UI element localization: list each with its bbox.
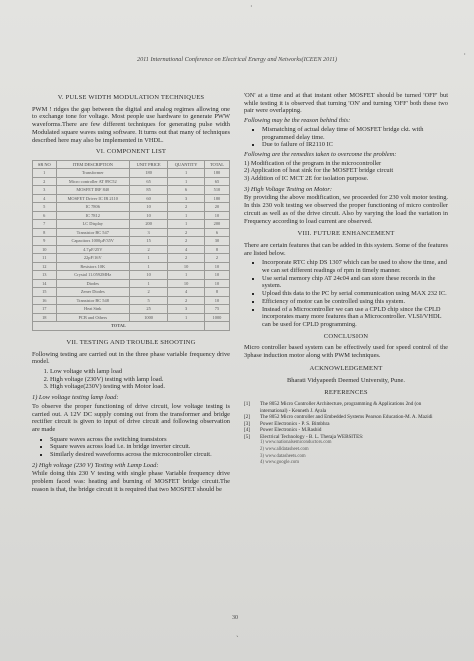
reference-item xyxy=(244,434,448,441)
table-cell: 8 xyxy=(204,288,229,297)
motor-testing-paragraph: By providing the above modification, we proceeded for 230 volt motor testing. In this 230 volt testing we observed the proper functioning of micro controller circuit as well as of the drive circuit. Also by varying the load the variation in Frequency according to load current are observed. xyxy=(244,194,448,225)
table-cell: 10 xyxy=(204,262,229,271)
table-cell: 10 xyxy=(204,279,229,288)
table-cell: 13 xyxy=(33,271,57,280)
remedy-item: 2) Application of heat sink for the MOSFET bridge circuit xyxy=(244,167,394,175)
future-item: ▪ Incorporate RTC chip DS 1307 which can be used to show the time, and we can set different readings of rpm in timely manner. xyxy=(262,259,448,274)
table-header-cell: QUANTITY xyxy=(168,160,205,169)
table-cell: 1 xyxy=(129,279,167,288)
table-cell: 75 xyxy=(204,305,229,314)
table-cell: 6 xyxy=(204,228,229,237)
table-cell: 5 xyxy=(129,296,167,305)
reference-text: The 8052 Micro Controller Architecture, programming & Applications 2nd (on international) - Kenneth J. Ayala xyxy=(260,400,422,414)
future-item: ▪ Efficiency of motor can be controlled using this system. xyxy=(262,298,448,306)
table-cell: 8 xyxy=(204,245,229,254)
website-url: 4) www.google.com xyxy=(260,460,299,466)
continued-paragraph: 'ON' at a time and at that instant other MOSFET should be turned 'OFF' but while testing it is observed that turning 'ON' and turning 'OFF' both these two pair were overlapping. xyxy=(244,92,448,115)
table-cell: 4 xyxy=(33,194,57,203)
table-cell: 85 xyxy=(129,186,167,195)
table-cell: 1000 xyxy=(129,313,167,322)
reasons-list xyxy=(244,126,448,149)
acknowledgement-text: Bharati Vidyapeeth Deemed University, Pune. xyxy=(287,376,405,384)
table-cell: 10 xyxy=(33,245,57,254)
website-url: 2) www.alldatasheet.com xyxy=(260,447,309,453)
acknowledgement-title: ACKNOWLEDGEMENT xyxy=(309,364,383,372)
conclusion-title: CONCLUSION xyxy=(323,332,369,340)
table-cell: 1 xyxy=(33,169,57,178)
table-header-cell: ITEM DESCRIPTION xyxy=(56,160,129,169)
table-cell: 2 xyxy=(33,177,57,186)
table-cell: 10 xyxy=(129,211,167,220)
table-cell: 2 xyxy=(168,254,205,263)
table-cell: Transistor BC 547 xyxy=(56,228,129,237)
table-cell: 1 xyxy=(168,220,205,229)
table-cell: IC 7806 xyxy=(56,203,129,212)
right-column xyxy=(244,92,448,467)
table-cell: 4 xyxy=(168,245,205,254)
reasons-heading: Following may be the reason behind this: xyxy=(244,117,351,125)
table-row xyxy=(33,169,230,178)
table-cell: 16 xyxy=(33,296,57,305)
total-value xyxy=(204,322,229,331)
table-cell: 2 xyxy=(168,296,205,305)
table-cell: 10 xyxy=(168,262,205,271)
table-row xyxy=(33,245,230,254)
table-total-row xyxy=(33,322,230,331)
table-cell: 10 xyxy=(168,279,205,288)
table-row xyxy=(33,262,230,271)
table-cell: IC 7812 xyxy=(56,211,129,220)
table-cell: 1 xyxy=(129,254,167,263)
remedy-item: 3) Addition of IC MCT 2E for isolation purpose. xyxy=(244,175,369,183)
high-voltage-subheading: 2) High voltage (230 V) Testing with Lamp Load: xyxy=(32,461,159,469)
table-cell: 1 xyxy=(168,211,205,220)
table-cell: 22pF/16V xyxy=(56,254,129,263)
testing-item: 2. High voltage (230V) testing with lamp load. xyxy=(50,376,230,384)
future-item: ▪ Upload this data to the PC by serial communication using MAX 232 IC. xyxy=(262,290,448,298)
table-cell: Crystal 11.0592MHz xyxy=(56,271,129,280)
left-column xyxy=(32,92,230,496)
reference-number: [3] xyxy=(244,420,250,427)
low-voltage-list xyxy=(32,436,230,459)
table-cell: 2 xyxy=(168,203,205,212)
table-cell: LC Display xyxy=(56,220,129,229)
component-list-title: VI. COMPONENT LIST xyxy=(95,148,167,156)
scan-speck: · xyxy=(250,2,253,11)
table-row xyxy=(33,211,230,220)
future-list xyxy=(244,259,448,328)
reference-number: [5] xyxy=(244,433,250,440)
future-section-title: VIII. FUTURE ENHANCEMENT xyxy=(297,230,395,238)
reference-item xyxy=(244,401,448,414)
remedies-heading: Following are the remedies taken to overcome the problem: xyxy=(244,150,397,158)
table-cell: 3 xyxy=(168,305,205,314)
table-cell: 4.7µF/25V xyxy=(56,245,129,254)
table-row xyxy=(33,237,230,246)
pwm-section-title: V. PULSE WIDTH MODULATION TECHNIQUES xyxy=(57,94,205,101)
remedy-item: 1) Modification of the program in the microcontroller xyxy=(244,159,382,167)
table-cell: 1 xyxy=(168,271,205,280)
table-cell: 200 xyxy=(129,220,167,229)
scan-speck: · xyxy=(463,50,466,59)
table-cell: 2 xyxy=(129,288,167,297)
table-row xyxy=(33,194,230,203)
table-cell: 10 xyxy=(129,271,167,280)
table-cell: 14 xyxy=(33,279,57,288)
total-label: TOTAL xyxy=(33,322,205,331)
testing-item: 3. High voltage(230V) testing with Motor load. xyxy=(50,383,230,391)
table-header-cell: UNIT PRICE xyxy=(129,160,167,169)
table-header-cell: SR NO xyxy=(33,160,57,169)
observation-item: ▪ Square waves across the switching transistors xyxy=(50,436,230,444)
future-item: ▪ Instead of a Microcontroller we can use a CPLD chip since the CPLD incorporates many more features than a Microcontroller. VLSI/VHDL can be used for CPLD programming. xyxy=(262,306,448,329)
table-cell: PCB and Others xyxy=(56,313,129,322)
observation-item: ▪ Similarly desired waveforms across the microcontroller circuit. xyxy=(50,451,230,459)
table-row xyxy=(33,203,230,212)
table-cell: 8 xyxy=(33,228,57,237)
table-cell: Heat Sink xyxy=(56,305,129,314)
page-number: 30 xyxy=(232,615,238,621)
table-cell: 10 xyxy=(204,296,229,305)
conclusion-paragraph: Micro controller based system can be effectively used for speed control of the 3phase induction motor along with PWM techniques. xyxy=(244,344,448,360)
table-cell: 6 xyxy=(168,186,205,195)
table-header-cell: TOTAL xyxy=(204,160,229,169)
scan-speck: ˎ xyxy=(236,628,239,637)
reference-text: The 8052 Micro controller and Embedded Systems Pearson Education-M. A. Mazidi xyxy=(260,414,433,421)
table-cell: 6 xyxy=(33,211,57,220)
table-cell: 1 xyxy=(168,313,205,322)
table-cell: 2 xyxy=(204,254,229,263)
table-cell: 10 xyxy=(204,211,229,220)
component-table-header xyxy=(33,160,230,169)
table-cell: 18 xyxy=(33,313,57,322)
reference-text: Electrical Technology - B. L. Theraja WEBSITES: xyxy=(260,433,364,440)
references-list xyxy=(244,401,448,467)
table-cell: Transformer xyxy=(56,169,129,178)
table-cell: 3 xyxy=(33,186,57,195)
table-row xyxy=(33,305,230,314)
reference-number: [1] xyxy=(244,400,250,407)
website-url: 1) www.nationalsemiconductors.com xyxy=(260,440,332,446)
reference-number: [2] xyxy=(244,414,250,421)
reason-item: ▪ Due to failure of IR2110 IC xyxy=(262,141,448,149)
reference-item xyxy=(244,414,448,421)
table-row xyxy=(33,296,230,305)
table-row xyxy=(33,313,230,322)
table-row xyxy=(33,177,230,186)
table-cell: 1000 xyxy=(204,313,229,322)
table-cell: 30 xyxy=(204,237,229,246)
high-voltage-paragraph: While doing this 230 V testing with single phase Variable frequency drive problem faced was: heating and burning of MOSFET bridge circuit.The reason is that, the bridge circuit it is required that two MOSFET should be xyxy=(32,470,230,493)
table-cell: 1 xyxy=(168,169,205,178)
table-cell: 25 xyxy=(129,305,167,314)
table-cell: 15 xyxy=(129,237,167,246)
table-cell: Zener Diodes xyxy=(56,288,129,297)
pwm-paragraph: PWM ! ridges the gap between the digital and analog regimes allowing one to exchange tone for voltage. Most people use hardware to generate PWW waveforms.There are few different techniques for generating pulse width Modulated square waves using software. It turns out that many of techniques described here may also be implemented in VHDL. xyxy=(32,105,230,144)
low-voltage-paragraph: To observe the proper functioning of drive circuit, low voltage testing is carried out. A 12V DC supply coming out from the transformer and bridge rectifier circuit is given to input of drive circuit and following observation are made xyxy=(32,402,230,433)
table-cell: 9 xyxy=(33,237,57,246)
table-cell: Transistor BC 548 xyxy=(56,296,129,305)
observation-item: ▪ Square waves across load i.e. in bridge inverter circuit. xyxy=(50,443,230,451)
table-cell: 1 xyxy=(129,262,167,271)
testing-section-title: VII. TESTING AND TROUBLE SHOOTING xyxy=(66,338,196,346)
table-cell: 180 xyxy=(129,169,167,178)
table-cell: 15 xyxy=(33,288,57,297)
table-cell: 65 xyxy=(129,177,167,186)
table-cell: 10 xyxy=(204,271,229,280)
table-cell: 5 xyxy=(33,203,57,212)
table-cell: 12 xyxy=(33,262,57,271)
table-row xyxy=(33,186,230,195)
reference-item xyxy=(244,427,448,434)
table-cell: Diodes xyxy=(56,279,129,288)
table-cell: Capacitors 1000µF/35V xyxy=(56,237,129,246)
testing-paragraph: Following testing are carried out in the three phase variable frequency drive model. xyxy=(32,350,230,366)
reference-number: [4] xyxy=(244,427,250,434)
table-cell: 3 xyxy=(129,228,167,237)
future-item: ▪ Use serial memory chip AT 24c04 and can store these records in the system. xyxy=(262,275,448,290)
table-cell: 180 xyxy=(204,169,229,178)
table-cell: 10 xyxy=(129,203,167,212)
table-cell: 2 xyxy=(168,237,205,246)
table-row xyxy=(33,254,230,263)
reference-item xyxy=(244,421,448,428)
table-cell: 11 xyxy=(33,254,57,263)
table-cell: 510 xyxy=(204,186,229,195)
table-row xyxy=(33,220,230,229)
table-cell: MOSFET Driver IC IR 2110 xyxy=(56,194,129,203)
running-header: 2011 International Conference on Electrical Energy and Networks(ICEEN 2011) xyxy=(136,56,338,63)
reference-text: Power Electronics - M.Rashid xyxy=(260,427,322,434)
table-cell: 1 xyxy=(168,177,205,186)
table-cell: Micro controller AT 89C52 xyxy=(56,177,129,186)
website-url: 3) www.datasheets.com xyxy=(260,453,306,459)
table-cell: 17 xyxy=(33,305,57,314)
table-cell: 60 xyxy=(129,194,167,203)
table-cell: MOSFET IRF 840 xyxy=(56,186,129,195)
component-table xyxy=(32,160,230,331)
future-paragraph: There are certain features that can be added in this system. Some of the features are listed below. xyxy=(244,241,448,257)
low-voltage-subheading: 1) Low voltage testing lamp load: xyxy=(32,394,119,402)
table-cell: 200 xyxy=(204,220,229,229)
table-cell: 20 xyxy=(204,203,229,212)
table-cell: 180 xyxy=(204,194,229,203)
references-title: REFERENCES xyxy=(324,389,368,397)
table-row xyxy=(33,279,230,288)
table-cell: 7 xyxy=(33,220,57,229)
testing-list xyxy=(32,368,230,391)
table-cell: 2 xyxy=(129,245,167,254)
reason-item: ▪ Mismatching of actual delay time of MOSFET bridge ckt. with programmed delay time. xyxy=(262,126,448,141)
table-cell: 2 xyxy=(168,228,205,237)
table-cell: 4 xyxy=(168,288,205,297)
table-cell: 65 xyxy=(204,177,229,186)
table-row xyxy=(33,288,230,297)
table-row xyxy=(33,228,230,237)
reference-text: Power Electronics - P. S. Bimbhra xyxy=(260,420,330,427)
table-row xyxy=(33,271,230,280)
table-cell: 3 xyxy=(168,194,205,203)
motor-testing-subheading: 3) High Voltage Testing on Motor: xyxy=(244,185,332,193)
testing-item: 1. Low voltage with lamp load xyxy=(50,368,230,376)
table-cell: Resistors 10K xyxy=(56,262,129,271)
